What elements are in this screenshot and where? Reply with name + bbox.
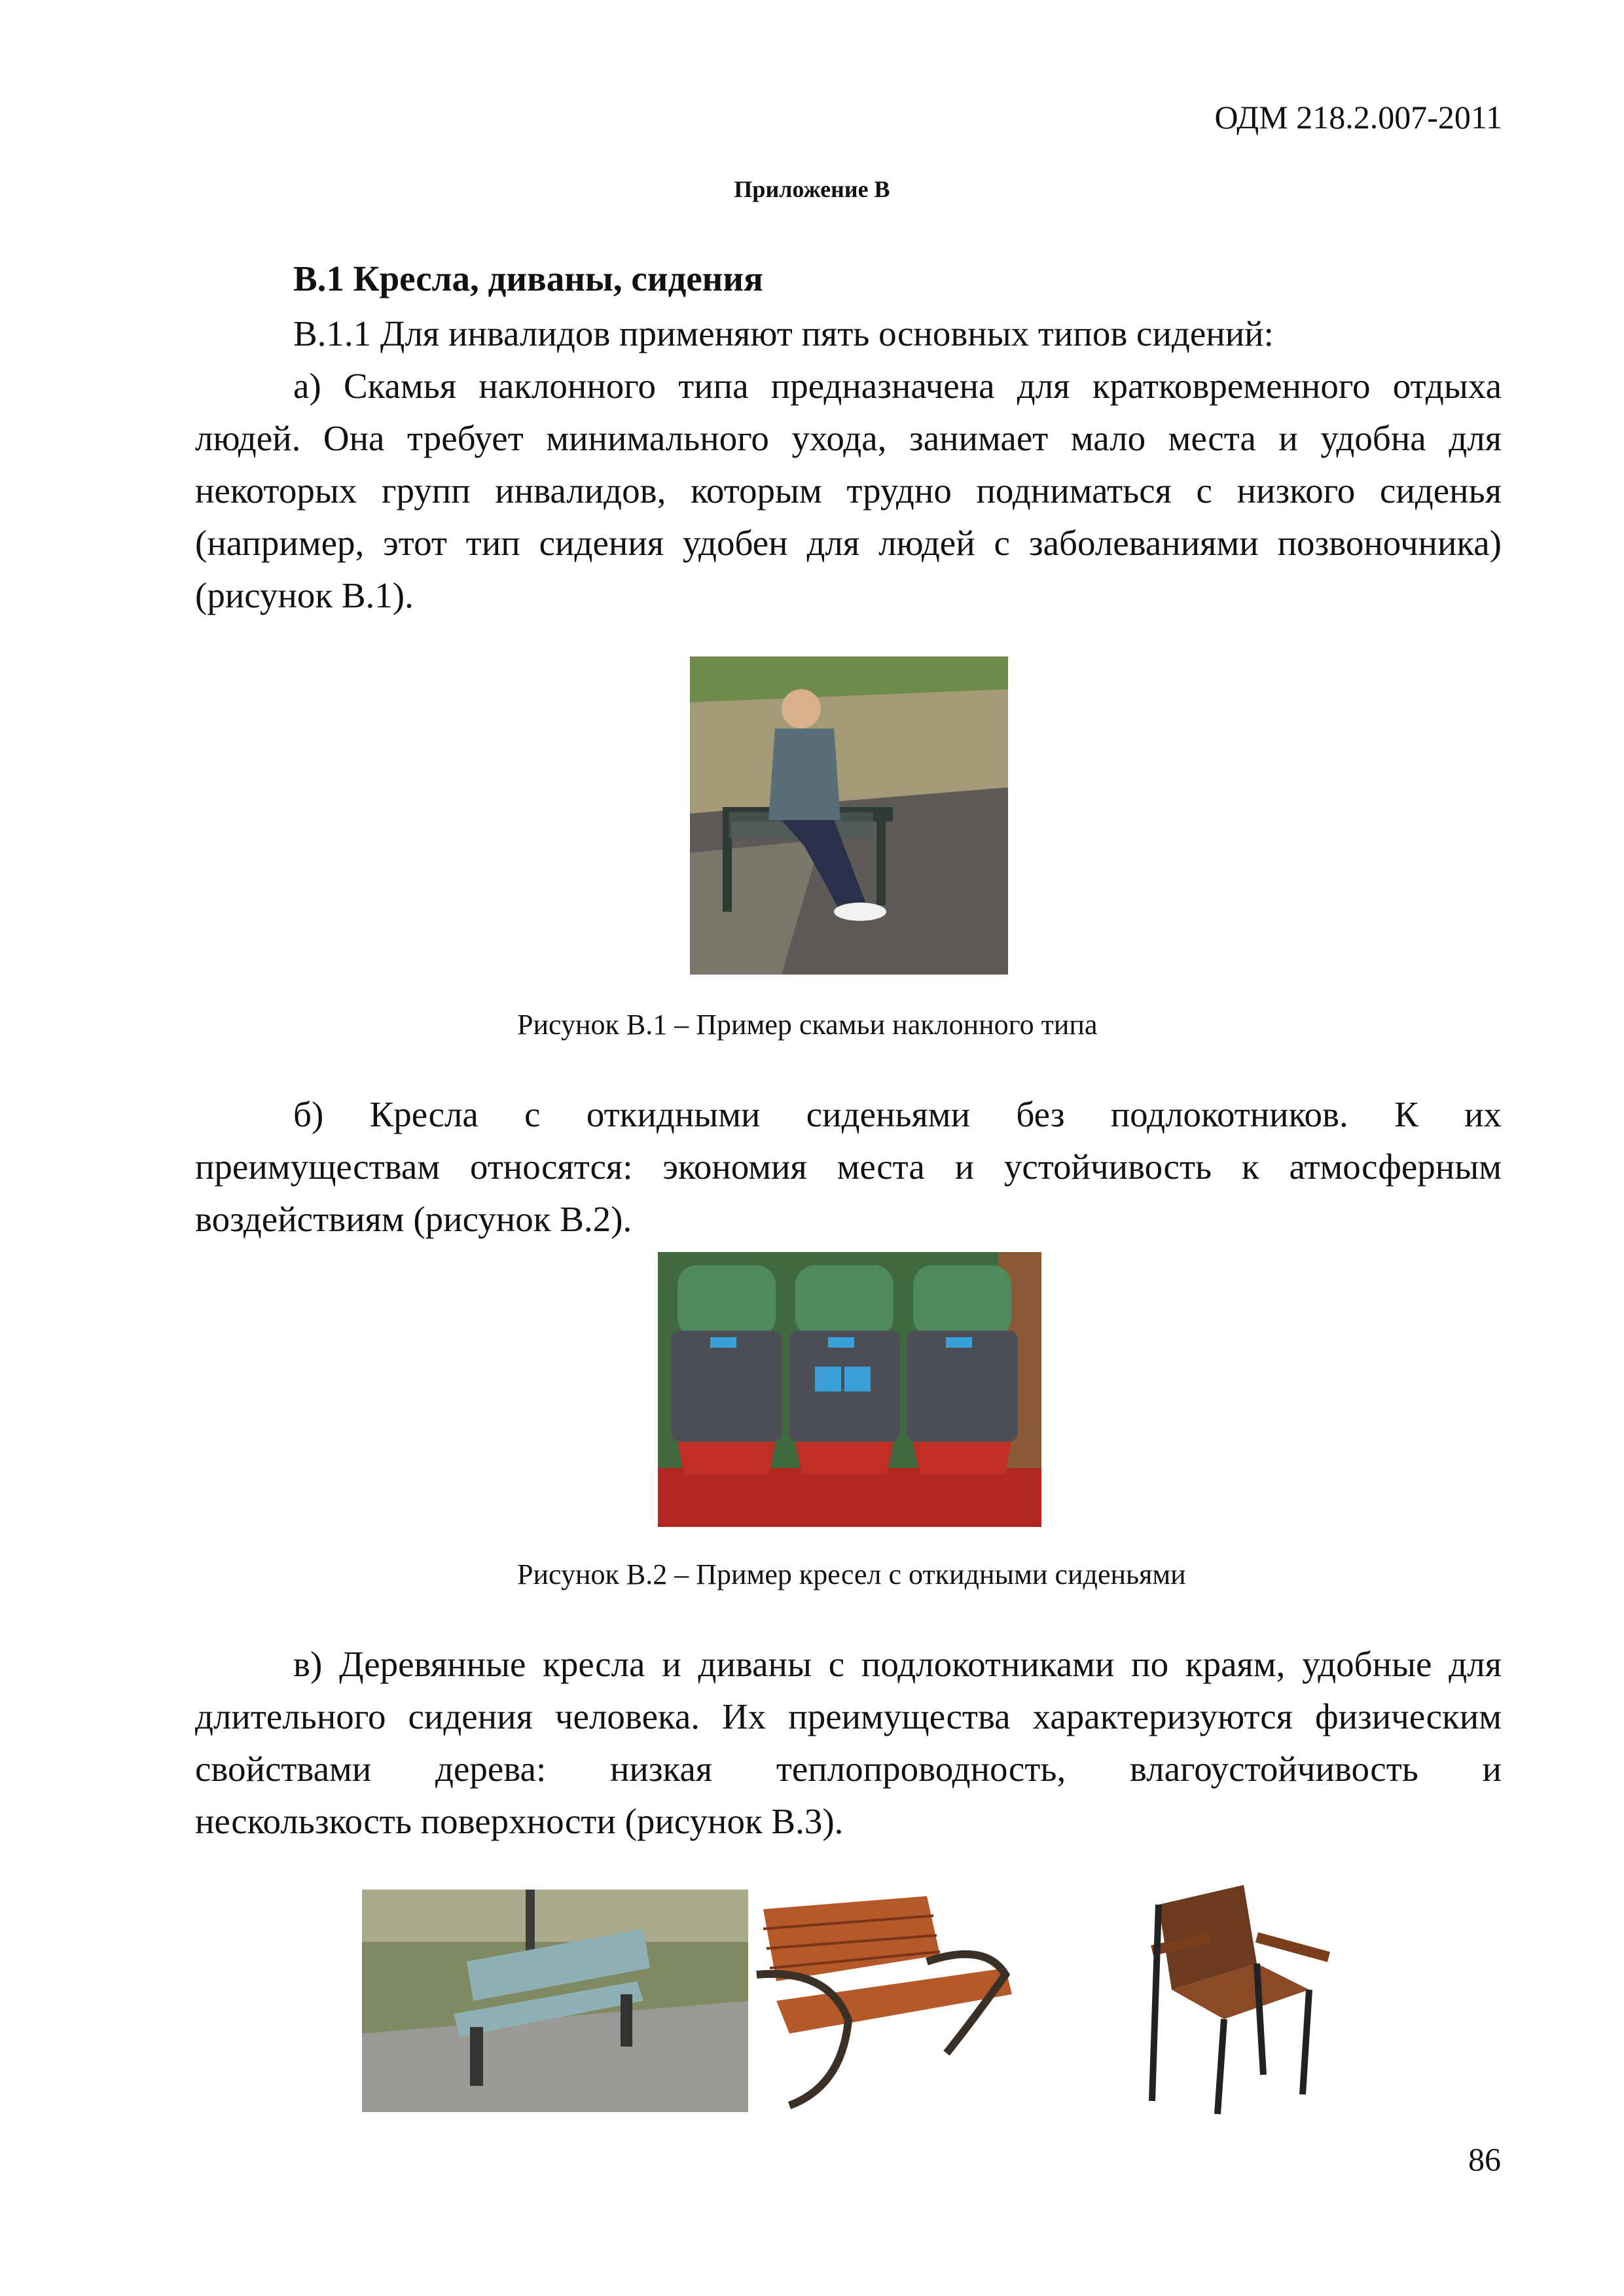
paragraph-a-line4: (например, этот тип сидения удобен для людей с заболеваниями позвоночника): [195, 523, 1502, 563]
figure-3-bench-wood-photo: [750, 1890, 1019, 2112]
paragraph-a-line3: некоторых групп инвалидов, которым трудно подниматься с низкого сиденья: [195, 471, 1502, 511]
paragraph-a: [195, 360, 1502, 622]
document-code: ОДМ 218.2.007-2011: [1214, 99, 1502, 135]
appendix-title: Приложение В: [734, 176, 890, 202]
figure-3-armchair-photo: [1132, 1878, 1342, 2121]
figure-2-caption: Рисунок В.2 – Пример кресел с откидными сиденьями: [517, 1558, 1186, 1590]
paragraph-a-line5: (рисунок В.1).: [195, 575, 414, 615]
paragraph-v-line3: свойствами дерева: низкая теплопроводность, влагоустойчивость и: [195, 1749, 1502, 1789]
figure-1-photo: [690, 656, 1008, 975]
paragraph-b-line2: преимуществам относятся: экономия места и устойчивость к атмосферным: [195, 1147, 1502, 1187]
paragraph-v-line2: длительного сидения человека. Их преимущества характеризуются физическим: [195, 1696, 1502, 1736]
paragraph-a-line2: людей. Она требует минимального ухода, занимает мало места и удобна для: [195, 418, 1502, 458]
paragraph-b-line3: воздействиям (рисунок В.2).: [195, 1199, 632, 1239]
figure-2-photo: [658, 1252, 1041, 1527]
paragraph-b: [195, 1088, 1502, 1246]
paragraph-v: [195, 1638, 1502, 1848]
paragraph-a-line1: а) Скамья наклонного типа предназначена для кратковременного отдыха: [293, 366, 1502, 406]
figure-3-bench-park-photo: [362, 1890, 748, 2112]
paragraph-b11-text: В.1.1 Для инвалидов применяют пять основных типов сидений:: [293, 314, 1274, 353]
paragraph-v-line4: нескользкость поверхности (рисунок В.3).: [195, 1801, 844, 1841]
figure-1-caption: Рисунок В.1 – Пример скамьи наклонного типа: [517, 1009, 1098, 1041]
section-title: В.1 Кресла, диваны, сидения: [293, 259, 763, 298]
paragraph-v-line1: в) Деревянные кресла и диваны с подлокотниками по краям, удобные для: [293, 1644, 1502, 1684]
page-number: 86: [1468, 2141, 1501, 2178]
paragraph-b-line1: б) Кресла с откидными сиденьями без подлокотников. К их: [293, 1094, 1502, 1134]
paragraph-b11: [195, 308, 1502, 360]
